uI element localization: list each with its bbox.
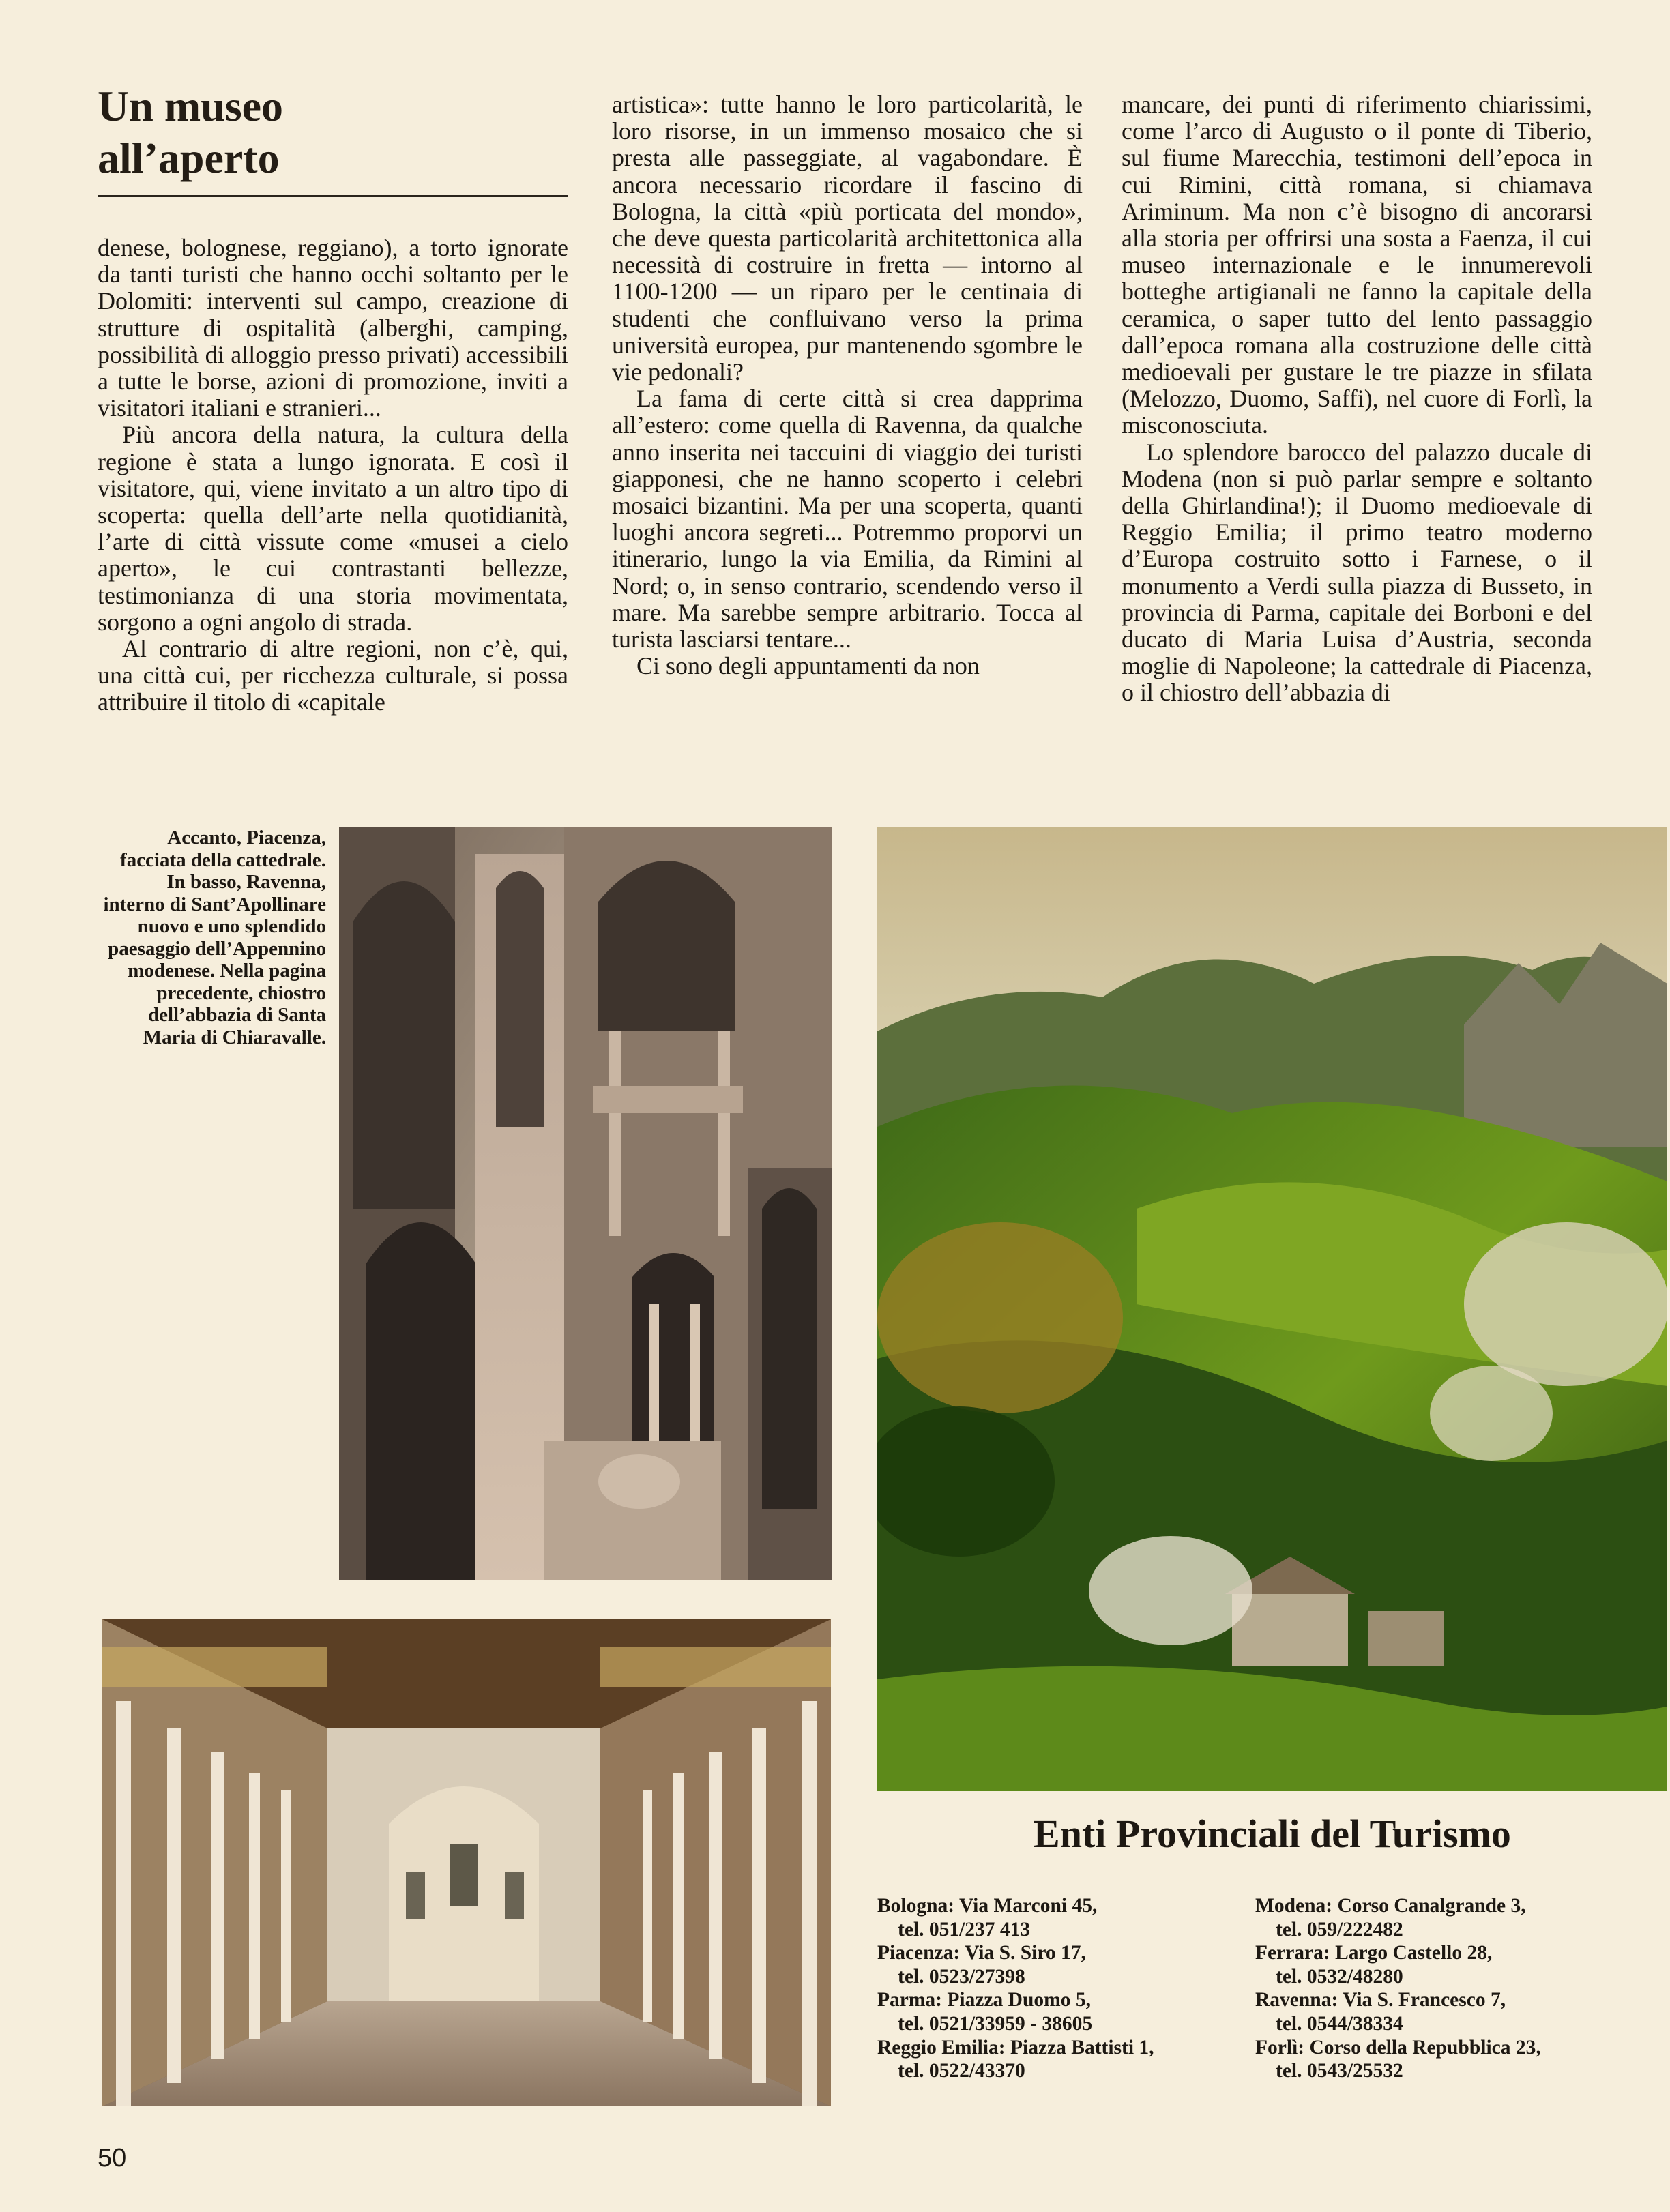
paragraph: Al contrario di altre regioni, non c’è, qui, una città cui, per ricchezza culturale, si possa attribuire il titolo di «capitale: [98, 635, 568, 716]
paragraph: La fama di certe città si crea dapprima all’estero: come quella di Ravenna, da qualche anno inserita nei taccuini di viaggio dei turisti giapponesi, che ne hanno scoperto i celebri mosaici bizantini. Ma per una scoperta, quanti luoghi ancora segreti... Potremmo proporvi un itinerario, lungo la via Emilia, da Rimini al Nord; o, in senso contrario, scendendo verso il mare. Ma sarebbe sempre arbitrario. Tocca al turista lasciarsi tentare...: [612, 385, 1083, 653]
list-item: [877, 1988, 1259, 2035]
paragraph: Lo splendore barocco del palazzo ducale di Modena (non si può parlar sempre e soltanto della Ghirlandina!); il Duomo medioevale di Reggio Emilia; il primo teatro moderno d’Europa costruito sotto i Farnese, o il monumento a Verdi sulla piazza di Busseto, in provincia di Parma, capitale dei Borboni e del ducato di Maria Luisa d’Austria, seconda moglie di Napoleone; la cattedrale di Piacenza, o il chiostro dell’abbazia di: [1122, 438, 1592, 707]
enti-phone: tel. 0543/25532: [1276, 2060, 1403, 2082]
enti-list-right: [1255, 1894, 1670, 2083]
enti-phone: tel. 0544/38334: [1276, 2012, 1403, 2035]
enti-title: Enti Provinciali del Turismo: [1034, 1812, 1511, 1856]
paragraph: mancare, dei punti di riferimento chiarissimi, come l’arco di Augusto o il ponte di Tiberio, sul fiume Marecchia, testimoni dell’epoca in cui Rimini, città romana, si chiamava Ariminum. Ma non c’è bisogno di ancorarsi alla storia per offrirsi una sosta a Faenza, il cui museo internazionale e le innumerevoli botteghe artigianali ne fanno la capitale della ceramica, o saper tutto del lento passaggio dall’epoca romana alla costruzione delle città medioevali per gustare le tre piazze in sfilata (Melozzo, Duomo, Saffi), nel cuore di Forlì, la misconosciuta.: [1122, 91, 1592, 439]
enti-address: Reggio Emilia: Piazza Battisti 1,: [877, 2036, 1154, 2059]
headline-line-2: all’aperto: [98, 134, 280, 182]
enti-address: Modena: Corso Canalgrande 3,: [1255, 1895, 1526, 1917]
enti-address: Ravenna: Via S. Francesco 7,: [1255, 1989, 1506, 2011]
enti-address: Piacenza: Via S. Siro 17,: [877, 1942, 1086, 1964]
enti-phone: tel. 059/222482: [1276, 1918, 1403, 1941]
enti-address: Forlì: Corso della Repubblica 23,: [1255, 2036, 1541, 2059]
text-column-3: [1122, 91, 1592, 780]
enti-list-left: [877, 1894, 1259, 2083]
headline-line-1: Un museo: [98, 82, 284, 130]
list-item: [1255, 2036, 1670, 2083]
enti-phone: tel. 0523/27398: [898, 1965, 1025, 1988]
enti-address: Parma: Piazza Duomo 5,: [877, 1989, 1091, 2011]
paragraph: artistica»: tutte hanno le loro particolarità, le loro risorse, in un immenso mosaico che si presta alle passeggiate, al vagabondare. È ancora necessario ricordare il fascino di Bologna, la città «più porticata del mondo», che deve questa particolarità architettonica alla necessità di costruire in fretta — intorno al 1100-1200 — un riparo per le centinaia di studenti che confluivano verso la prima università europea, pur mantenendo sgombre le vie pedonali?: [612, 91, 1083, 386]
text-column-1: [98, 235, 568, 780]
headline-rule: [98, 195, 568, 197]
photo-piacenza-cathedral: [339, 827, 832, 1580]
list-item: [877, 2036, 1259, 2083]
enti-phone: tel. 051/237 413: [898, 1918, 1031, 1941]
photo-caption: Accanto, Piacenza, facciata della cattedrale. In basso, Ravenna, interno di Sant’Apollinare nuovo e uno splendido paesaggio dell’Appennino modenese. Nella pagina precedente, chiostro dell’abbazia di Santa Maria di Chiaravalle.: [103, 827, 326, 1048]
enti-phone: tel. 0522/43370: [898, 2060, 1025, 2082]
paragraph: Ci sono degli appuntamenti da non: [636, 652, 980, 680]
list-item: [877, 1941, 1259, 1988]
paragraph: denese, bolognese, reggiano), a torto ignorate da tanti turisti che hanno occhi soltanto per le Dolomiti: interventi sul campo, creazione di strutture di ospitalità (alberghi, camping, possibilità di alloggio presso privati) accessibili a tutte le borse, azioni di promozione, inviti a visitatori italiani e stranieri...: [98, 235, 568, 422]
list-item: [1255, 1941, 1670, 1988]
text-column-2: [612, 91, 1083, 780]
page-number: 50: [98, 2144, 127, 2172]
paragraph: Più ancora della natura, la cultura della regione è stata a lungo ignorata. E così il visitatore, qui, viene invitato a un altro tipo di scoperta: quella dell’arte nella quotidianità, l’arte di città vissute come «musei a cielo aperto», le cui contrastanti bellezze, testimonianza di una storia movimentata, sorgono a ogni angolo di strada.: [98, 421, 568, 636]
enti-phone: tel. 0532/48280: [1276, 1965, 1403, 1988]
article-headline: [98, 80, 568, 184]
enti-address: Ferrara: Largo Castello 28,: [1255, 1942, 1493, 1964]
list-item: [1255, 1894, 1670, 1941]
enti-phone: tel. 0521/33959 - 38605: [898, 2012, 1093, 2035]
photo-sant-apollinare-interior: [102, 1619, 831, 2106]
list-item: [877, 1894, 1259, 1941]
enti-address: Bologna: Via Marconi 45,: [877, 1895, 1098, 1917]
list-item: [1255, 1988, 1670, 2035]
photo-appennino-landscape: [877, 827, 1667, 1791]
